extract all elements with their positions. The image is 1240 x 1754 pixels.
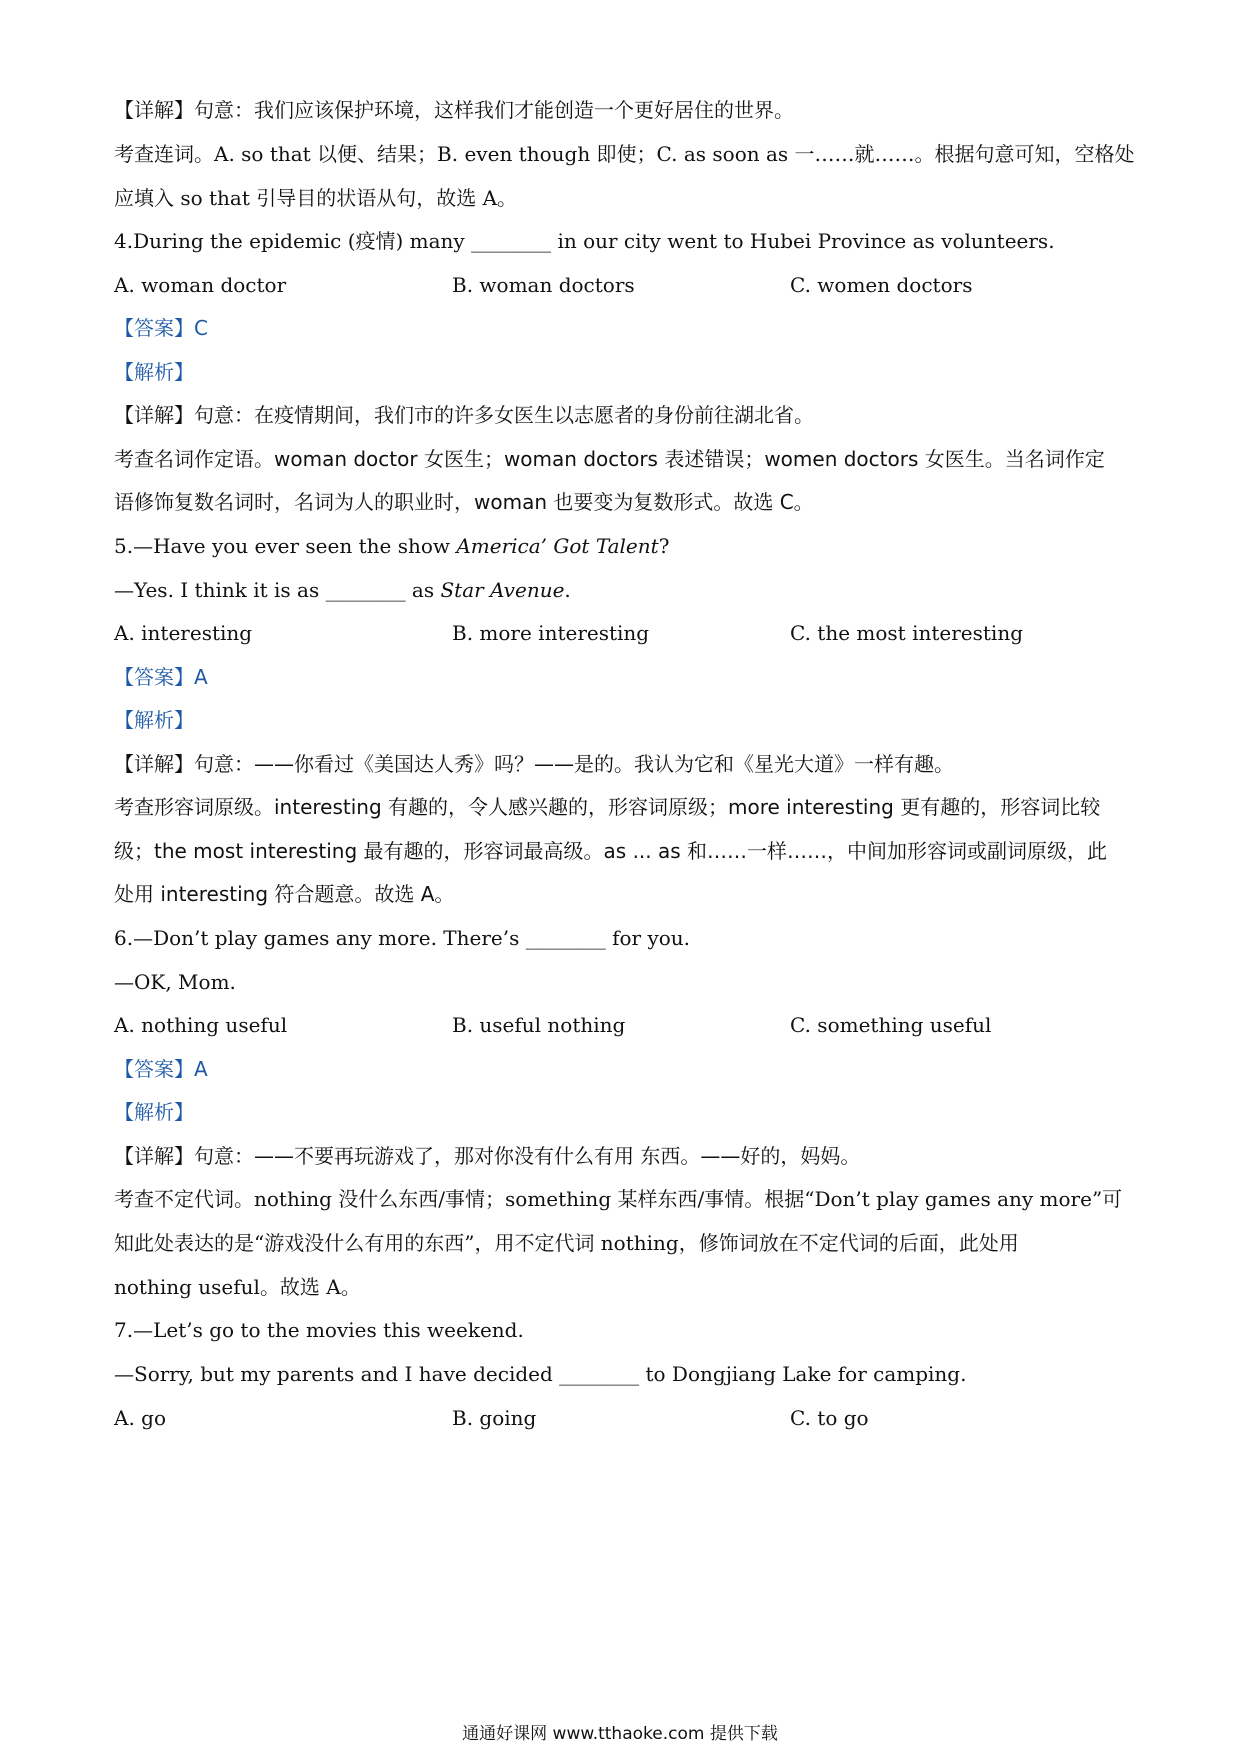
option-c: C. something useful — [790, 1013, 992, 1037]
question-5-reply: —Yes. I think it is as ________ as Star Avenue. — [114, 578, 571, 602]
option-a: A. nothing useful — [114, 1013, 288, 1037]
question-6-stem: 6.—Don’t play games any more. There’s ________ for you. — [114, 926, 691, 950]
analysis-label: 【解析】 — [114, 360, 194, 384]
detail-line: 【详解】句意：在疫情期间，我们市的许多女医生以志愿者的身份前往湖北省。 — [114, 403, 814, 427]
option-b: B. more interesting — [452, 621, 650, 645]
option-b: B. useful nothing — [452, 1013, 626, 1037]
question-6-reply: —OK, Mom. — [114, 970, 236, 994]
option-c: C. the most interesting — [790, 621, 1024, 645]
option-c: C. to go — [790, 1406, 869, 1430]
explain-line: 语修饰复数名词时，名词为人的职业时，woman 也要变为复数形式。故选 C。 — [114, 490, 814, 514]
question-4-options — [114, 270, 1134, 300]
answer-label: 【答案】C — [114, 316, 208, 340]
detail-line: 【详解】句意：——不要再玩游戏了，那对你没有什么有用 东西。——好的，妈妈。 — [114, 1144, 861, 1168]
detail-line: 【详解】句意：——你看过《美国达人秀》吗？——是的。我认为它和《星光大道》一样有趣。 — [114, 752, 954, 776]
show-title: America’ Got Talent — [456, 534, 659, 558]
question-6-options — [114, 1010, 1134, 1040]
option-a: A. go — [114, 1406, 167, 1430]
analysis-label: 【解析】 — [114, 708, 194, 732]
explain-line: 考查形容词原级。interesting 有趣的，令人感兴趣的，形容词原级；more interesting 更有趣的，形容词比较 — [114, 795, 1101, 819]
page-footer: 通通好课网 www.tthaoke.com 提供下载 — [462, 1724, 778, 1744]
analysis-label: 【解析】 — [114, 1100, 194, 1124]
explain-line-q3-1: 考查连词。A. so that 以便、结果；B. even though 即使；C. as soon as 一……就……。根据句意可知，空格处 — [114, 142, 1135, 166]
explain-line: 考查不定代词。nothing 没什么东西/事情；something 某样东西/事情。根据“Don’t play games any more”可 — [114, 1187, 1123, 1211]
question-5-options — [114, 618, 1134, 648]
question-4-stem: 4.During the epidemic (疫情) many ________ in our city went to Hubei Province as volunteers. — [114, 229, 1055, 253]
option-a: A. interesting — [114, 621, 253, 645]
option-b: B. woman doctors — [452, 273, 635, 297]
explain-line: 知此处表达的是“游戏没什么有用的东西”，用不定代词 nothing，修饰词放在不定代词的后面，此处用 — [114, 1231, 1019, 1255]
explain-line: 考查名词作定语。woman doctor 女医生；woman doctors 表述错误；women doctors 女医生。当名词作定 — [114, 447, 1105, 471]
explain-line: 级；the most interesting 最有趣的，形容词最高级。as ... as 和……一样……，中间加形容词或副词原级，此 — [114, 839, 1108, 863]
explain-line: 处用 interesting 符合题意。故选 A。 — [114, 882, 455, 906]
question-7-options — [114, 1403, 1134, 1433]
detail-line-q3: 【详解】句意：我们应该保护环境，这样我们才能创造一个更好居住的世界。 — [114, 98, 794, 122]
show-title: Star Avenue — [440, 578, 565, 602]
answer-label: 【答案】A — [114, 1057, 208, 1081]
question-7-stem: 7.—Let’s go to the movies this weekend. — [114, 1318, 524, 1342]
option-c: C. women doctors — [790, 273, 973, 297]
question-7-reply: —Sorry, but my parents and I have decided ________ to Dongjiang Lake for camping. — [114, 1362, 967, 1386]
answer-label: 【答案】A — [114, 665, 208, 689]
option-b: B. going — [452, 1406, 537, 1430]
option-a: A. woman doctor — [114, 273, 287, 297]
question-5-stem: 5.—Have you ever seen the show America’ Got Talent? — [114, 534, 670, 558]
explain-line: nothing useful。故选 A。 — [114, 1275, 361, 1299]
explain-line-q3-2: 应填入 so that 引导目的状语从句，故选 A。 — [114, 186, 518, 210]
